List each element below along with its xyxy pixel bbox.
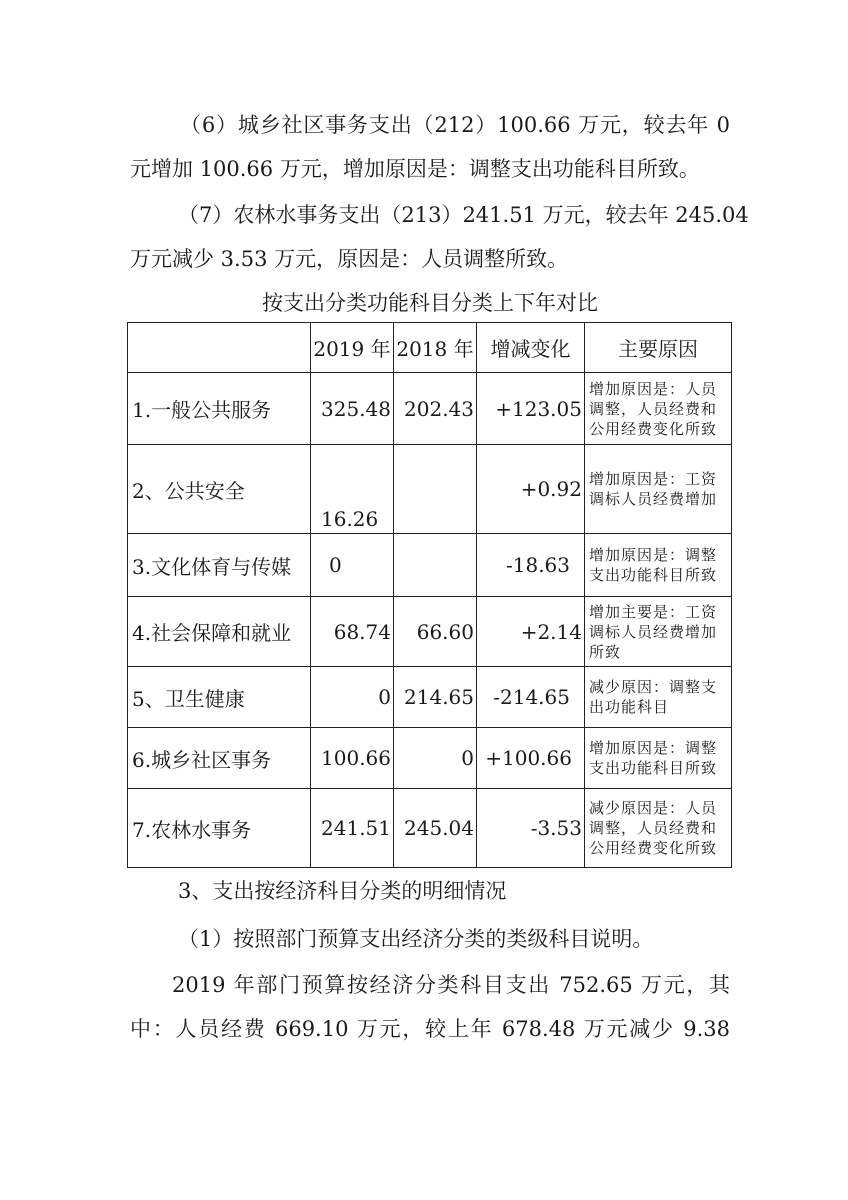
value-2018-cell bbox=[394, 534, 477, 597]
paragraph-line: 元增加 100.66 万元，增加原因是：调整支出功能科目所致。 bbox=[130, 157, 700, 181]
value-2018-cell bbox=[394, 445, 477, 534]
value-2019-cell: 68.74 bbox=[311, 597, 394, 667]
change-cell: +100.66 bbox=[477, 728, 585, 789]
header-cell: 增减变化 bbox=[477, 323, 585, 373]
table-row bbox=[128, 534, 732, 597]
change-cell: -3.53 bbox=[477, 789, 585, 868]
comparison-table bbox=[127, 322, 732, 868]
change-cell: +123.05 bbox=[477, 373, 585, 445]
paragraph-line: 中：人员经费 669.10 万元，较上年 678.48 万元减少 9.38 bbox=[130, 1017, 730, 1041]
category-cell: 7.农林水事务 bbox=[128, 789, 311, 868]
reason-cell: 增加原因是：人员调整，人员经费和公用经费变化所致 bbox=[585, 373, 732, 445]
table-row bbox=[128, 373, 732, 445]
header-cell: 2019 年 bbox=[311, 323, 394, 373]
category-cell: 6.城乡社区事务 bbox=[128, 728, 311, 789]
reason-cell: 减少原因是：人员调整，人员经费和公用经费变化所致 bbox=[585, 789, 732, 868]
paragraph-line: 2019 年部门预算按经济分类科目支出 752.65 万元，其 bbox=[172, 973, 730, 997]
value-2018-cell: 245.04 bbox=[394, 789, 477, 868]
paragraph-line: （6）城乡社区事务支出（212）100.66 万元，较去年 0 bbox=[180, 113, 730, 137]
table-row bbox=[128, 597, 732, 667]
header-cell bbox=[128, 323, 311, 373]
value-2018-cell: 0 bbox=[394, 728, 477, 789]
paragraph-line: （7）农林水事务支出（213）241.51 万元，较去年 245.04 bbox=[178, 203, 749, 227]
table-row bbox=[128, 728, 732, 789]
category-cell: 4.社会保障和就业 bbox=[128, 597, 311, 667]
change-cell: -214.65 bbox=[477, 667, 585, 728]
table-caption: 按支出分类功能科目分类上下年对比 bbox=[262, 291, 598, 315]
category-cell: 5、卫生健康 bbox=[128, 667, 311, 728]
subsection-heading: （1）按照部门预算支出经济分类的类级科目说明。 bbox=[178, 927, 654, 951]
change-cell: -18.63 bbox=[477, 534, 585, 597]
category-cell: 3.文化体育与传媒 bbox=[128, 534, 311, 597]
reason-cell: 增加原因是：调整支出功能科目所致 bbox=[585, 728, 732, 789]
value-2019-cell: 16.26 bbox=[311, 445, 394, 534]
value-2018-cell: 202.43 bbox=[394, 373, 477, 445]
value-2019-cell: 100.66 bbox=[311, 728, 394, 789]
value-2018-cell: 214.65 bbox=[394, 667, 477, 728]
reason-cell: 增加主要是：工资调标人员经费增加所致 bbox=[585, 597, 732, 667]
value-2018-cell: 66.60 bbox=[394, 597, 477, 667]
reason-cell: 增加原因是：工资调标人员经费增加 bbox=[585, 445, 732, 534]
reason-cell: 减少原因：调整支出功能科目 bbox=[585, 667, 732, 728]
category-cell: 1.一般公共服务 bbox=[128, 373, 311, 445]
table-row bbox=[128, 789, 732, 868]
header-cell: 主要原因 bbox=[585, 323, 732, 373]
change-cell: +2.14 bbox=[477, 597, 585, 667]
header-cell: 2018 年 bbox=[394, 323, 477, 373]
table-header-row bbox=[128, 323, 732, 373]
paragraph-line: 万元减少 3.53 万元，原因是：人员调整所致。 bbox=[130, 247, 569, 271]
table-row bbox=[128, 445, 732, 534]
section-heading: 3、支出按经济科目分类的明细情况 bbox=[178, 879, 507, 903]
change-cell: +0.92 bbox=[477, 445, 585, 534]
table-row bbox=[128, 667, 732, 728]
reason-cell: 增加原因是：调整支出功能科目所致 bbox=[585, 534, 732, 597]
value-2019-cell: 325.48 bbox=[311, 373, 394, 445]
category-cell: 2、公共安全 bbox=[128, 445, 311, 534]
value-2019-cell: 241.51 bbox=[311, 789, 394, 868]
value-2019-cell: 0 bbox=[311, 667, 394, 728]
value-2019-cell: 0 bbox=[311, 534, 394, 597]
